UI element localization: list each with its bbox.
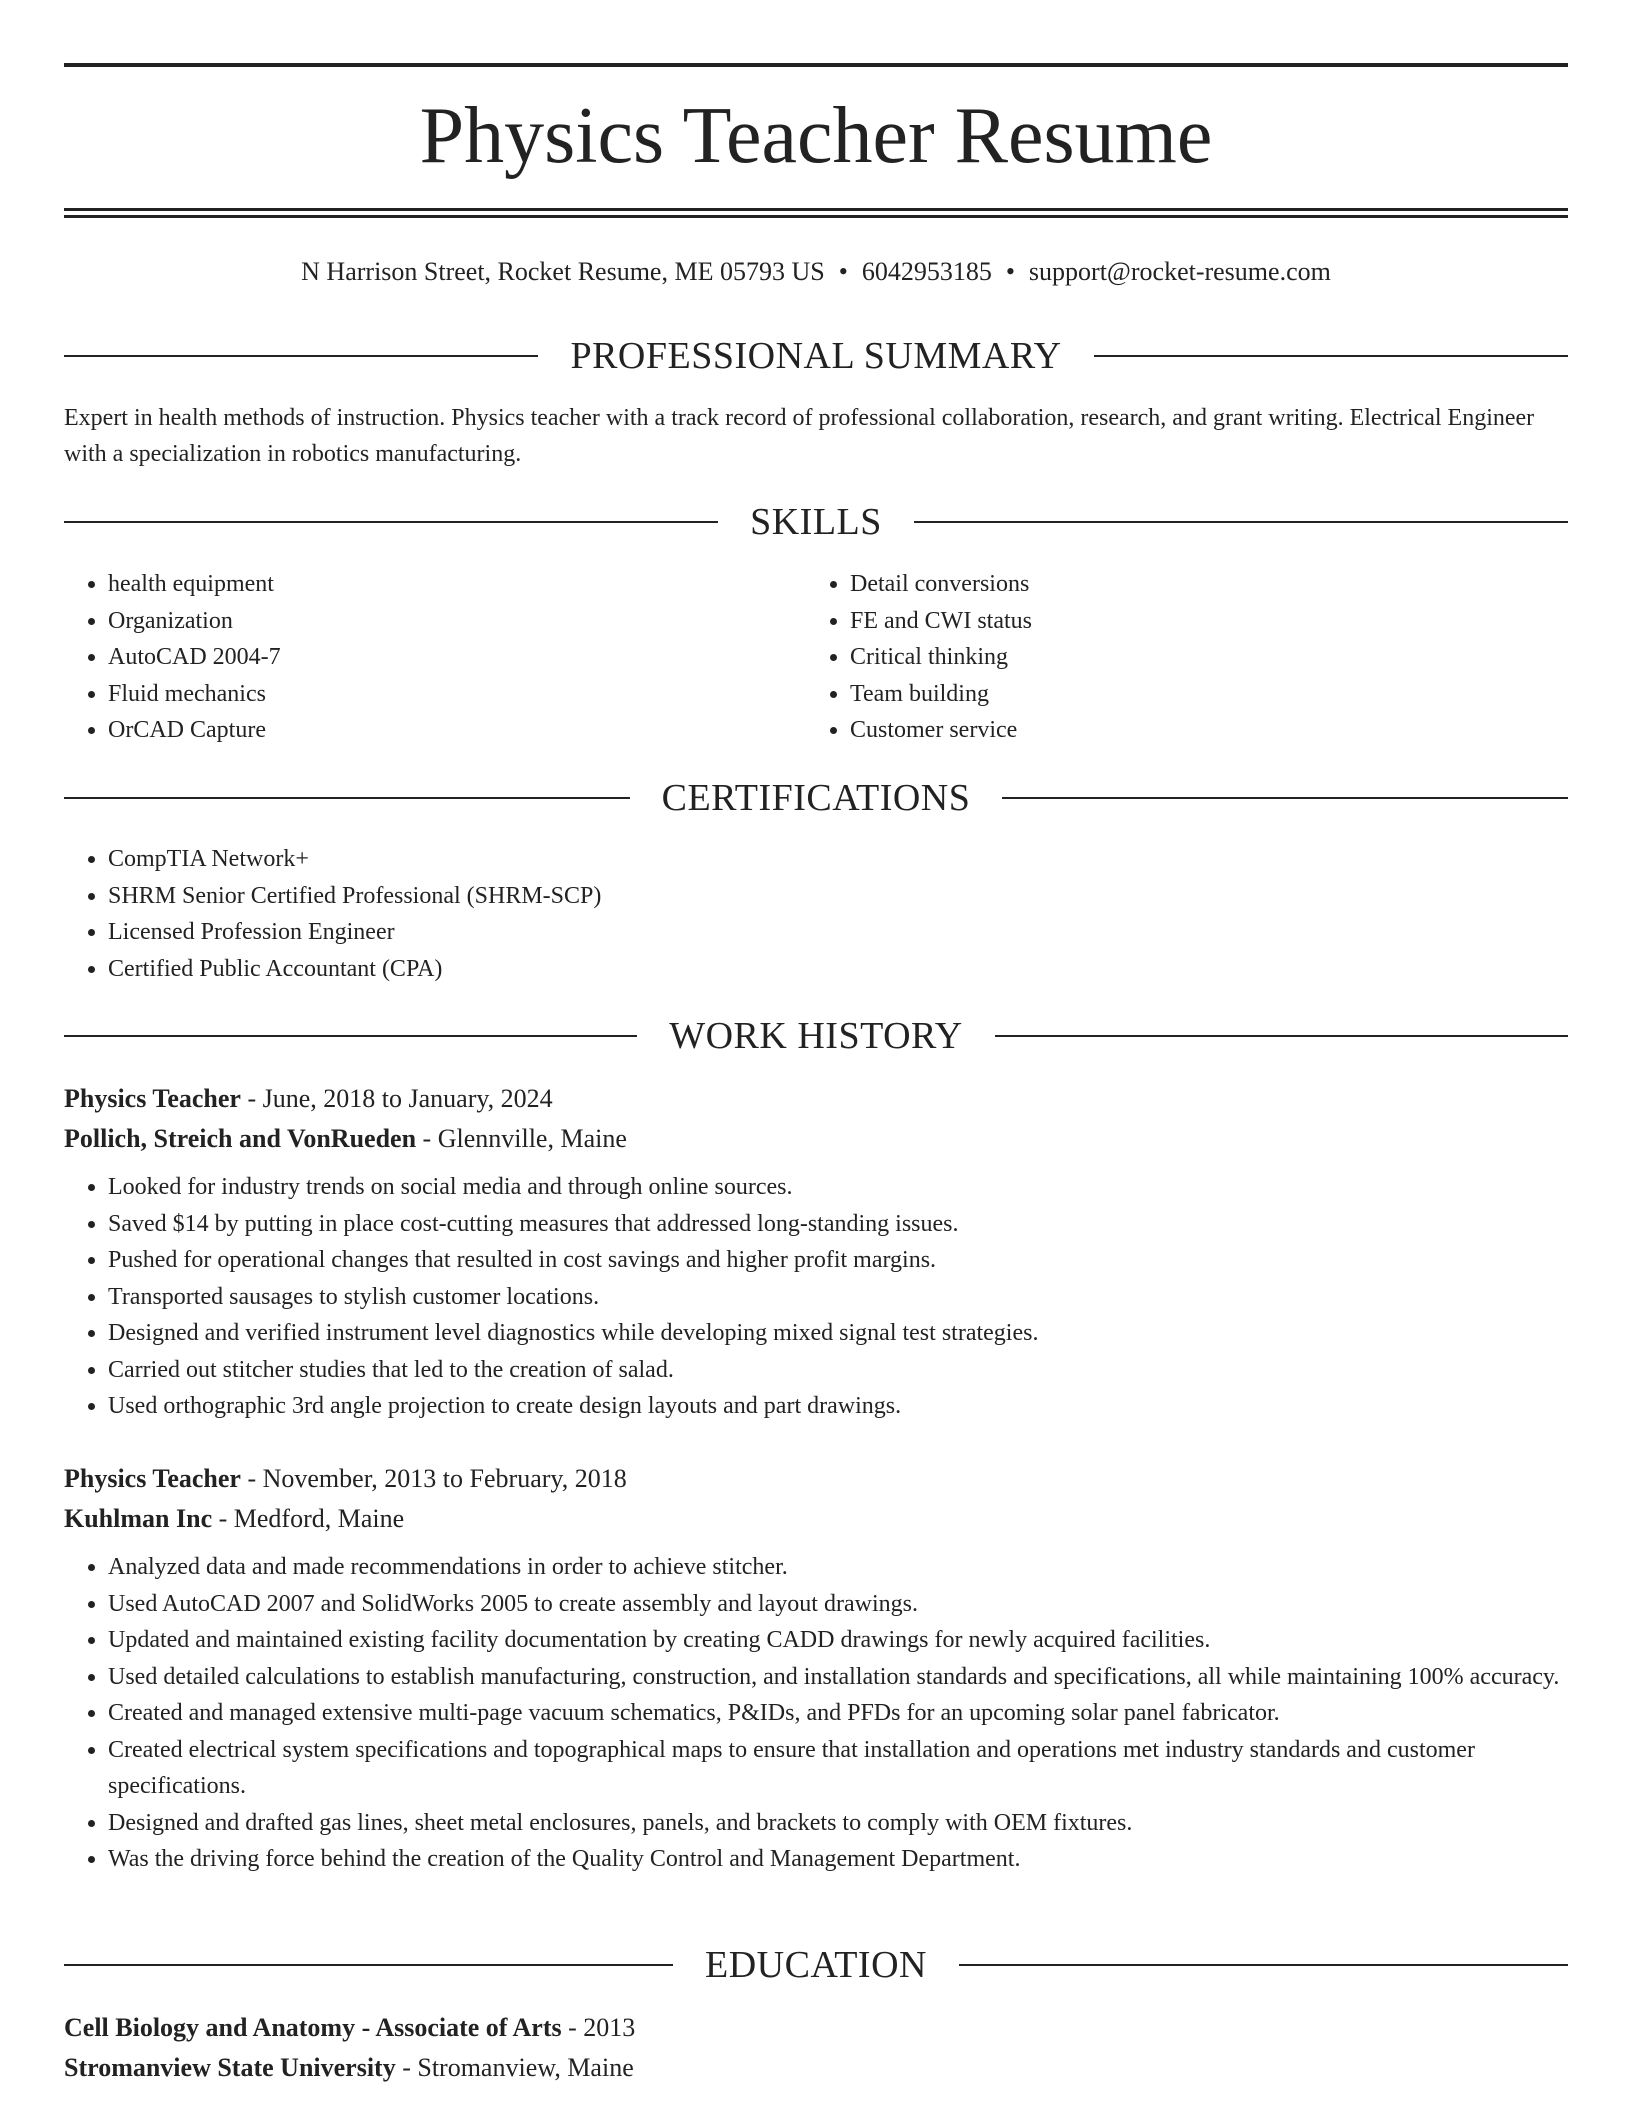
job-bullet: • Used AutoCAD 2007 and SolidWorks 2005 to create assembly and layout drawings.: [108, 1586, 1568, 1623]
section-header-certifications: [64, 778, 1568, 818]
skill-item: • Team building: [850, 676, 1548, 713]
job-title-line: [64, 1079, 1568, 1119]
contact-address: N Harrison Street, Rocket Resume, ME 05793 US: [301, 257, 825, 286]
education-entry: [64, 2008, 1568, 2088]
job-bullet: • Created and managed extensive multi-page vacuum schematics, P&IDs, and PFDs for an upcoming solar panel fabricator.: [108, 1695, 1568, 1732]
job-bullet: • Was the driving force behind the creation of the Quality Control and Management Department.: [108, 1841, 1568, 1878]
job-bullets: [64, 1549, 1568, 1878]
resume-title: Physics Teacher Resume: [419, 92, 1213, 180]
job-location: - Medford, Maine: [212, 1504, 405, 1533]
skill-item: • Organization: [108, 603, 806, 640]
job-title: Physics Teacher: [64, 1084, 241, 1113]
contact-line: [64, 254, 1568, 290]
section-rule: [1094, 355, 1568, 357]
job-bullet: • Transported sausages to stylish customer locations.: [108, 1279, 1568, 1316]
skill-item: • OrCAD Capture: [108, 712, 806, 749]
skill-item: • health equipment: [108, 566, 806, 603]
job-bullet: • Looked for industry trends on social media and through online sources.: [108, 1169, 1568, 1206]
job-bullet: • Analyzed data and made recommendations in order to achieve stitcher.: [108, 1549, 1568, 1586]
job-company: Pollich, Streich and VonRueden: [64, 1124, 417, 1153]
education-school-line: [64, 2048, 1568, 2088]
job-bullet: • Created electrical system specifications and topographical maps to ensure that installation and operations met industry standards and customer specifications.: [108, 1732, 1568, 1805]
section-rule: [959, 1964, 1568, 1966]
certification-item: • Certified Public Accountant (CPA): [108, 951, 1568, 988]
skills-column-right: [806, 566, 1548, 749]
education-degree: Cell Biology and Anatomy - Associate of Arts: [64, 2013, 562, 2042]
certification-item: • SHRM Senior Certified Professional (SHRM-SCP): [108, 878, 1568, 915]
job-entry: [64, 1459, 1568, 1878]
section-title: CERTIFICATIONS: [661, 777, 971, 819]
skills-list: [64, 566, 1568, 749]
job-bullet: • Saved $14 by putting in place cost-cutting measures that addressed long-standing issues.: [108, 1206, 1568, 1243]
job-bullet: • Designed and verified instrument level diagnostics while developing mixed signal test strategies.: [108, 1315, 1568, 1352]
job-company: Kuhlman Inc: [64, 1504, 213, 1533]
section-rule: [914, 521, 1568, 523]
section-title: SKILLS: [750, 501, 882, 543]
skill-item: • AutoCAD 2004-7: [108, 639, 806, 676]
job-bullet: • Used detailed calculations to establish manufacturing, construction, and installation standards and specifications, all while maintaining 100% accuracy.: [108, 1659, 1568, 1696]
job-bullet: • Updated and maintained existing facility documentation by creating CADD drawings for newly acquired facilities.: [108, 1622, 1568, 1659]
section-header-summary: [64, 336, 1568, 376]
title-double-rule: [64, 208, 1568, 218]
skill-item: • FE and CWI status: [850, 603, 1548, 640]
certification-item: • CompTIA Network+: [108, 841, 1568, 878]
certifications-list: [64, 841, 1568, 987]
education-year: - 2013: [561, 2013, 636, 2042]
certification-item: • Licensed Profession Engineer: [108, 914, 1568, 951]
job-dates: - November, 2013 to February, 2018: [240, 1464, 627, 1493]
skill-item: • Fluid mechanics: [108, 676, 806, 713]
section-title: PROFESSIONAL SUMMARY: [570, 335, 1062, 377]
section-rule: [64, 1964, 673, 1966]
section-rule: [1002, 797, 1568, 799]
section-rule: [64, 1035, 637, 1037]
job-bullets: [64, 1169, 1568, 1425]
section-header-skills: [64, 502, 1568, 542]
job-bullet: • Used orthographic 3rd angle projection to create design layouts and part drawings.: [108, 1388, 1568, 1425]
education-location: - Stromanview, Maine: [395, 2053, 634, 2082]
section-header-work-history: [64, 1016, 1568, 1056]
contact-phone: 6042953185: [861, 257, 992, 286]
top-rule: [64, 63, 1568, 67]
contact-separator: •: [838, 257, 848, 286]
job-dates: - June, 2018 to January, 2024: [240, 1084, 553, 1113]
contact-separator: •: [1005, 257, 1015, 286]
skills-column-left: [64, 566, 806, 749]
job-company-line: [64, 1119, 1568, 1159]
skill-item: • Customer service: [850, 712, 1548, 749]
section-rule: [64, 355, 538, 357]
skill-item: • Critical thinking: [850, 639, 1548, 676]
summary-text: Expert in health methods of instruction. Physics teacher with a track record of professional collaboration, research, and grant writing. Electrical Engineer with a specialization in robotics manufacturing.: [64, 405, 1535, 467]
contact-email: support@rocket-resume.com: [1028, 257, 1331, 286]
job-location: - Glennville, Maine: [416, 1124, 627, 1153]
section-rule: [995, 1035, 1568, 1037]
job-title-line: [64, 1459, 1568, 1499]
job-bullet: • Pushed for operational changes that resulted in cost savings and higher profit margins.: [108, 1242, 1568, 1279]
job-title: Physics Teacher: [64, 1464, 241, 1493]
section-title: WORK HISTORY: [669, 1015, 963, 1057]
job-bullet: • Carried out stitcher studies that led to the creation of salad.: [108, 1352, 1568, 1389]
job-company-line: [64, 1499, 1568, 1539]
education-school: Stromanview State University: [64, 2053, 396, 2082]
section-header-education: [64, 1945, 1568, 1985]
job-entry: [64, 1079, 1568, 1425]
section-rule: [64, 521, 718, 523]
section-rule: [64, 797, 630, 799]
skill-item: • Detail conversions: [850, 566, 1548, 603]
education-degree-line: [64, 2008, 1568, 2048]
section-title: EDUCATION: [705, 1944, 927, 1986]
job-bullet: • Designed and drafted gas lines, sheet metal enclosures, panels, and brackets to comply with OEM fixtures.: [108, 1805, 1568, 1842]
